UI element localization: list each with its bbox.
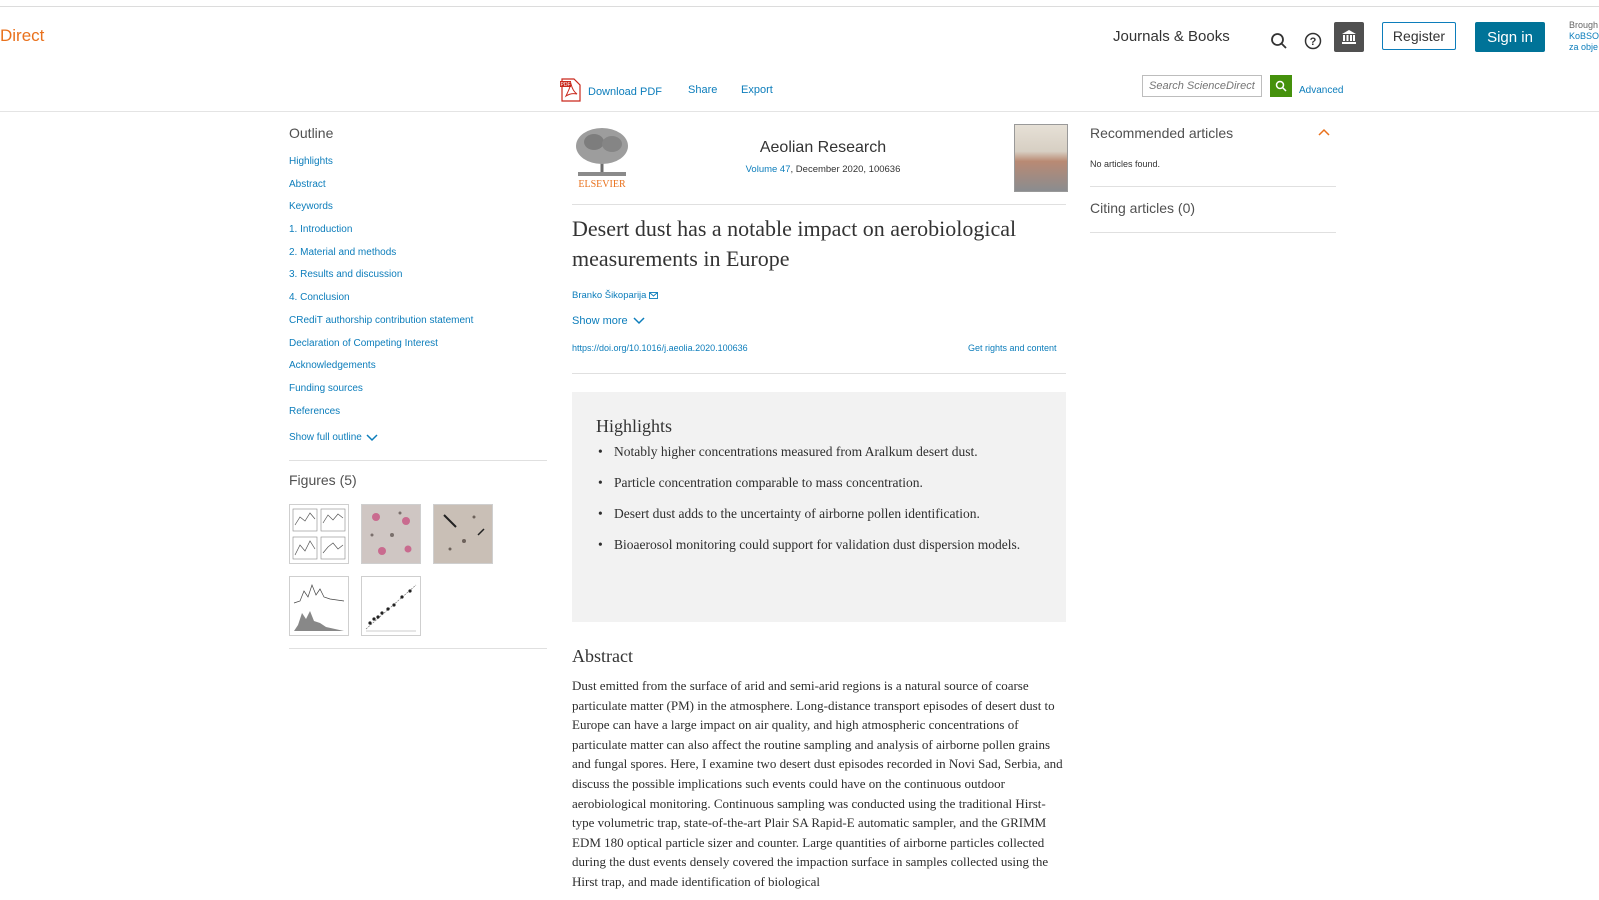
- highlights-list: [596, 442, 1026, 566]
- brought-by-org-line2[interactable]: za obje: [1569, 42, 1599, 52]
- email-icon: [649, 292, 658, 299]
- outline-item-abstract[interactable]: Abstract: [289, 178, 326, 190]
- journal-cover-image[interactable]: [1014, 124, 1068, 192]
- export-button[interactable]: Export: [741, 84, 773, 96]
- brought-by-text: [1569, 20, 1599, 53]
- figures-heading: Figures (5): [289, 472, 357, 488]
- abstract-heading: Abstract: [572, 646, 633, 666]
- recommended-articles-heading[interactable]: Recommended articles: [1090, 125, 1234, 141]
- figures-divider: [289, 648, 547, 649]
- highlights-heading: Highlights: [596, 416, 673, 436]
- author-name: Branko Šikoparija: [572, 290, 647, 301]
- volume-link[interactable]: Volume 47: [745, 164, 791, 175]
- outline-divider: [289, 460, 547, 461]
- chevron-down-icon: [366, 434, 378, 442]
- citing-divider: [1090, 232, 1336, 233]
- outline-list: [289, 155, 473, 427]
- institution-icon[interactable]: [1334, 22, 1364, 52]
- author-link[interactable]: [572, 290, 658, 301]
- highlight-item: • Bioaerosol monitoring could support for validation dust dispersion models.: [596, 535, 1026, 555]
- elsevier-wordmark: ELSEVIER: [578, 179, 626, 190]
- outline-item-methods[interactable]: 2. Material and methods: [289, 246, 397, 258]
- figure-thumbnail-1[interactable]: [289, 504, 349, 564]
- toolbar-divider: [0, 111, 1599, 112]
- show-full-outline-label: Show full outline: [289, 432, 362, 443]
- highlights-section: [572, 392, 1066, 622]
- svg-text:PDF: PDF: [560, 82, 571, 88]
- elsevier-logo[interactable]: [572, 124, 632, 190]
- search-icon[interactable]: [1268, 30, 1290, 52]
- abstract-text: Dust emitted from the surface of arid and semi-arid regions is a natural source of coarse particulate matter (PM) in the atmosphere. Long-distance transport episodes of desert dust to Europe can have a large impact on air quality, and high atmospheric concentrations of particulate matter can also affect the routine sampling and analysis of airborne pollen grains and fungal spores. Here, I examine two desert dust episodes recorded in Novi Sad, Serbia, and discuss the possible implications such events could have on the continuous outdoor aerobiological monitoring. Continuous sampling was conducted using the traditional Hirst-type volumetric trap, state-of-the-art Plair SA Rapid-E automatic sampler, and the GRIMM EDM 180 optical particle sizer and counter. Large quantities of airborne particles collected during the dust events densely covered the impaction surface in samples collected using the Hirst trap, and made identification of biological: [572, 678, 1063, 889]
- outline-item-funding[interactable]: Funding sources: [289, 382, 363, 394]
- chevron-down-icon: [633, 317, 645, 325]
- recommended-divider: [1090, 186, 1336, 187]
- outline-item-conclusion[interactable]: 4. Conclusion: [289, 292, 350, 304]
- outline-item-highlights[interactable]: Highlights: [289, 156, 333, 167]
- highlight-item: • Particle concentration comparable to mass concentration.: [596, 473, 1026, 493]
- highlight-item: • Desert dust adds to the uncertainty of airborne pollen identification.: [596, 504, 1026, 524]
- figure-thumbnail-3[interactable]: [433, 504, 493, 564]
- download-pdf-button[interactable]: [560, 78, 662, 105]
- outline-item-acknowledgements[interactable]: Acknowledgements: [289, 360, 376, 372]
- brought-by-label: Brough: [1569, 20, 1599, 30]
- brought-by-org-line1[interactable]: KoBSO: [1569, 31, 1599, 41]
- doi-link[interactable]: https://doi.org/10.1016/j.aeolia.2020.100636: [572, 343, 748, 353]
- journal-title[interactable]: Aeolian Research: [759, 139, 887, 156]
- search-input[interactable]: [1142, 75, 1262, 97]
- search-submit-button[interactable]: [1270, 75, 1292, 97]
- issue-details: , December 2020, 100636: [790, 164, 901, 175]
- figure-thumbnail-4[interactable]: [289, 576, 349, 636]
- article-title: Desert dust has a notable impact on aerobiological measurements in Europe: [572, 216, 1017, 271]
- outline-item-introduction[interactable]: 1. Introduction: [289, 224, 353, 236]
- get-rights-link[interactable]: Get rights and content: [968, 343, 1057, 353]
- sciencedirect-logo[interactable]: Direct: [0, 26, 45, 45]
- top-divider: [0, 6, 1599, 7]
- register-button[interactable]: Register: [1382, 22, 1456, 50]
- highlight-item: • Notably higher concentrations measured from Aralkum desert dust.: [596, 442, 1026, 462]
- search-submit-icon: [1275, 80, 1287, 92]
- outline-item-credit[interactable]: CRediT authorship contribution statement: [289, 314, 474, 326]
- advanced-search-link[interactable]: Advanced: [1299, 85, 1344, 96]
- share-button[interactable]: Share: [688, 84, 718, 96]
- pdf-icon: [560, 78, 582, 105]
- issue-info: [700, 164, 946, 175]
- show-more-button[interactable]: [572, 315, 645, 327]
- meta-divider: [572, 373, 1066, 374]
- outline-item-competing-interest[interactable]: Declaration of Competing Interest: [289, 337, 438, 349]
- svg-text:?: ?: [1309, 36, 1317, 48]
- journals-books-link[interactable]: Journals & Books: [1113, 28, 1230, 45]
- outline-item-keywords[interactable]: Keywords: [289, 201, 333, 213]
- citing-articles-heading[interactable]: Citing articles (0): [1090, 200, 1196, 216]
- figure-thumbnail-5[interactable]: [361, 576, 421, 636]
- download-pdf-label: Download PDF: [588, 85, 662, 98]
- outline-heading: Outline: [289, 125, 334, 141]
- article-header-divider: [572, 204, 1066, 205]
- show-more-label: Show more: [572, 315, 628, 327]
- outline-item-references[interactable]: References: [289, 405, 341, 417]
- no-articles-text: No articles found.: [1090, 159, 1161, 169]
- help-icon[interactable]: [1302, 30, 1324, 52]
- figure-thumbnail-2[interactable]: [361, 504, 421, 564]
- outline-item-results[interactable]: 3. Results and discussion: [289, 269, 403, 281]
- sign-in-button[interactable]: Sign in: [1475, 22, 1545, 52]
- chevron-up-icon[interactable]: [1318, 128, 1330, 136]
- show-full-outline-button[interactable]: [289, 432, 378, 443]
